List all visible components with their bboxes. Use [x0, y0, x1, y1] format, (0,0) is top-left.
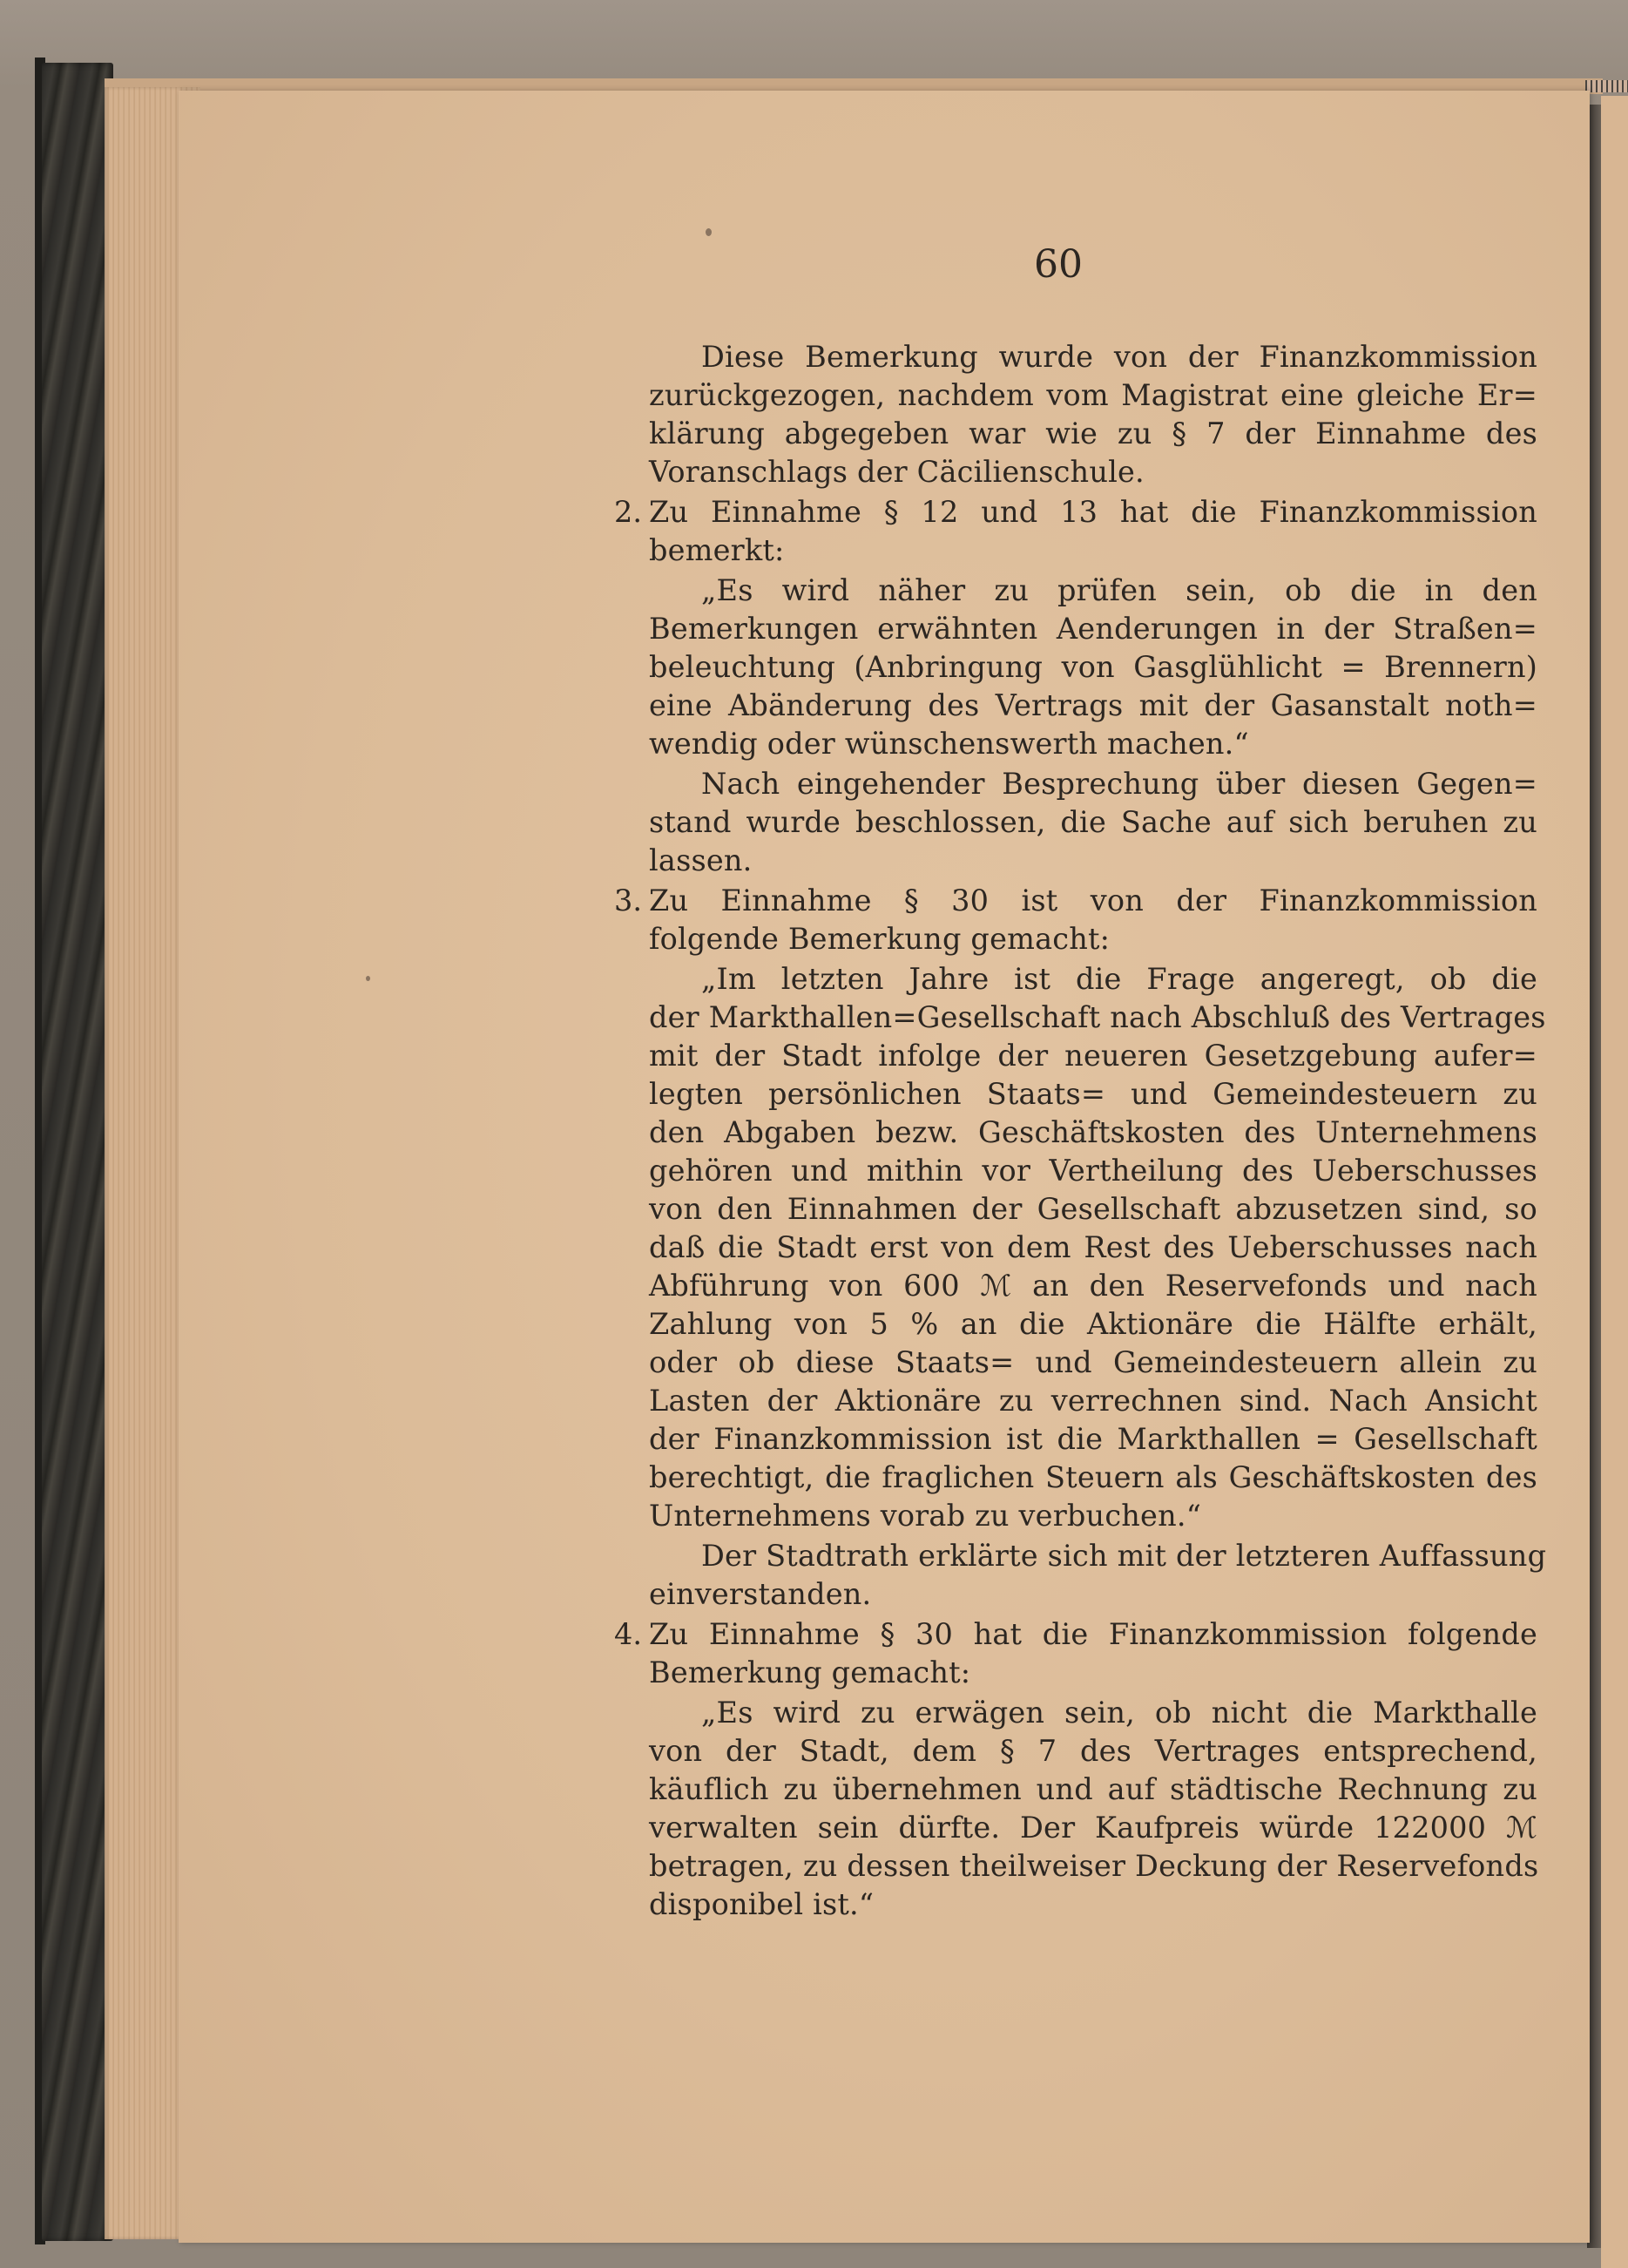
quote-line: käuflich zu übernehmen und auf städtische Rechnung zu	[649, 1772, 1537, 1806]
paper-speck	[366, 976, 370, 981]
paper-speck	[706, 228, 712, 236]
text-line: Zu Einnahme § 30 hat die Finanzkommission folgende	[649, 1617, 1537, 1651]
text-line: zurückgezogen, nachdem vom Magistrat eine gleiche Er=	[649, 378, 1537, 412]
quote-line: betragen, zu dessen theilweiser Deckung der Reservefonds	[649, 1849, 1539, 1883]
quote-line: der Markthallen=Gesellschaft nach Abschluß des Vertrages	[649, 1000, 1546, 1034]
text-line: Bemerkung gemacht:	[649, 1655, 971, 1689]
quote-line: Lasten der Aktionäre zu verrechnen sind. Nach Ansicht	[649, 1384, 1537, 1418]
page-number: 60	[1034, 242, 1083, 287]
text-line: einverstanden.	[649, 1577, 872, 1611]
quote-line: daß die Stadt erst von dem Rest des Ueberschusses nach	[649, 1230, 1537, 1264]
quote-line: legten persönlichen Staats= und Gemeindesteuern zu	[649, 1077, 1537, 1111]
text-line: Diese Bemerkung wurde von der Finanzkommission	[701, 340, 1537, 374]
quote-line: gehören und mithin vor Vertheilung des Ueberschusses	[649, 1154, 1537, 1188]
text-line: folgende Bemerkung gemacht:	[649, 922, 1111, 956]
quote-line: berechtigt, die fraglichen Steuern als Geschäftskosten des	[649, 1460, 1537, 1494]
quote-line: Unternehmens vorab zu verbuchen.“	[649, 1499, 1202, 1533]
item-number: 3.	[614, 884, 642, 917]
item-number: 2.	[614, 495, 642, 529]
quote-line: Bemerkungen erwähnten Aenderungen in der Straßen=	[649, 612, 1537, 646]
text-line: bemerkt:	[649, 533, 785, 567]
text-line: Voranschlags der Cäcilienschule.	[649, 455, 1145, 489]
text-line: lassen.	[649, 843, 753, 877]
quote-line: Abführung von 600 ℳ an den Reservefonds und nach	[649, 1269, 1537, 1303]
text-line: Nach eingehender Besprechung über diesen Gegen=	[701, 767, 1537, 801]
book-cover	[42, 63, 113, 2241]
quote-line: beleuchtung (Anbringung von Gasglühlicht = Brennern)	[649, 650, 1537, 684]
text-line: klärung abgegeben war wie zu § 7 der Einnahme des	[649, 416, 1537, 450]
quote-line: mit der Stadt infolge der neueren Gesetzgebung aufer=	[649, 1039, 1537, 1073]
text-line: stand wurde beschlossen, die Sache auf sich beruhen zu	[649, 805, 1537, 839]
quote-line: verwalten sein dürfte. Der Kaufpreis würde 122000 ℳ	[649, 1811, 1537, 1845]
quote-line: „Es wird zu erwägen sein, ob nicht die Markthalle	[701, 1696, 1537, 1730]
quote-line: oder ob diese Staats= und Gemeindesteuern allein zu	[649, 1345, 1537, 1379]
ruler-mark	[1585, 80, 1628, 92]
quote-line: wendig oder wünschenswerth machen.“	[649, 727, 1249, 761]
quote-line: eine Abänderung des Vertrags mit der Gasanstalt noth=	[649, 688, 1537, 722]
quote-line: von der Stadt, dem § 7 des Vertrages entsprechend,	[649, 1734, 1537, 1768]
quote-line: Zahlung von 5 % an die Aktionäre die Hälfte erhält,	[649, 1307, 1537, 1341]
text-line: Der Stadtrath erklärte sich mit der letzteren Auffassung	[701, 1539, 1547, 1573]
text-line: Zu Einnahme § 30 ist von der Finanzkommission	[649, 884, 1537, 917]
quote-line: disponibel ist.“	[649, 1887, 875, 1921]
quote-line: von den Einnahmen der Gesellschaft abzusetzen sind, so	[649, 1192, 1537, 1226]
next-page-sliver	[1601, 96, 1628, 2268]
quote-line: der Finanzkommission ist die Markthallen = Gesellschaft	[649, 1422, 1537, 1456]
quote-line: „Im letzten Jahre ist die Frage angeregt, ob die	[701, 962, 1537, 996]
quote-line: den Abgaben bezw. Geschäftskosten des Unternehmens	[649, 1115, 1537, 1149]
item-number: 4.	[614, 1617, 642, 1651]
text-line: Zu Einnahme § 12 und 13 hat die Finanzkommission	[649, 495, 1537, 529]
quote-line: „Es wird näher zu prüfen sein, ob die in den	[701, 573, 1537, 607]
